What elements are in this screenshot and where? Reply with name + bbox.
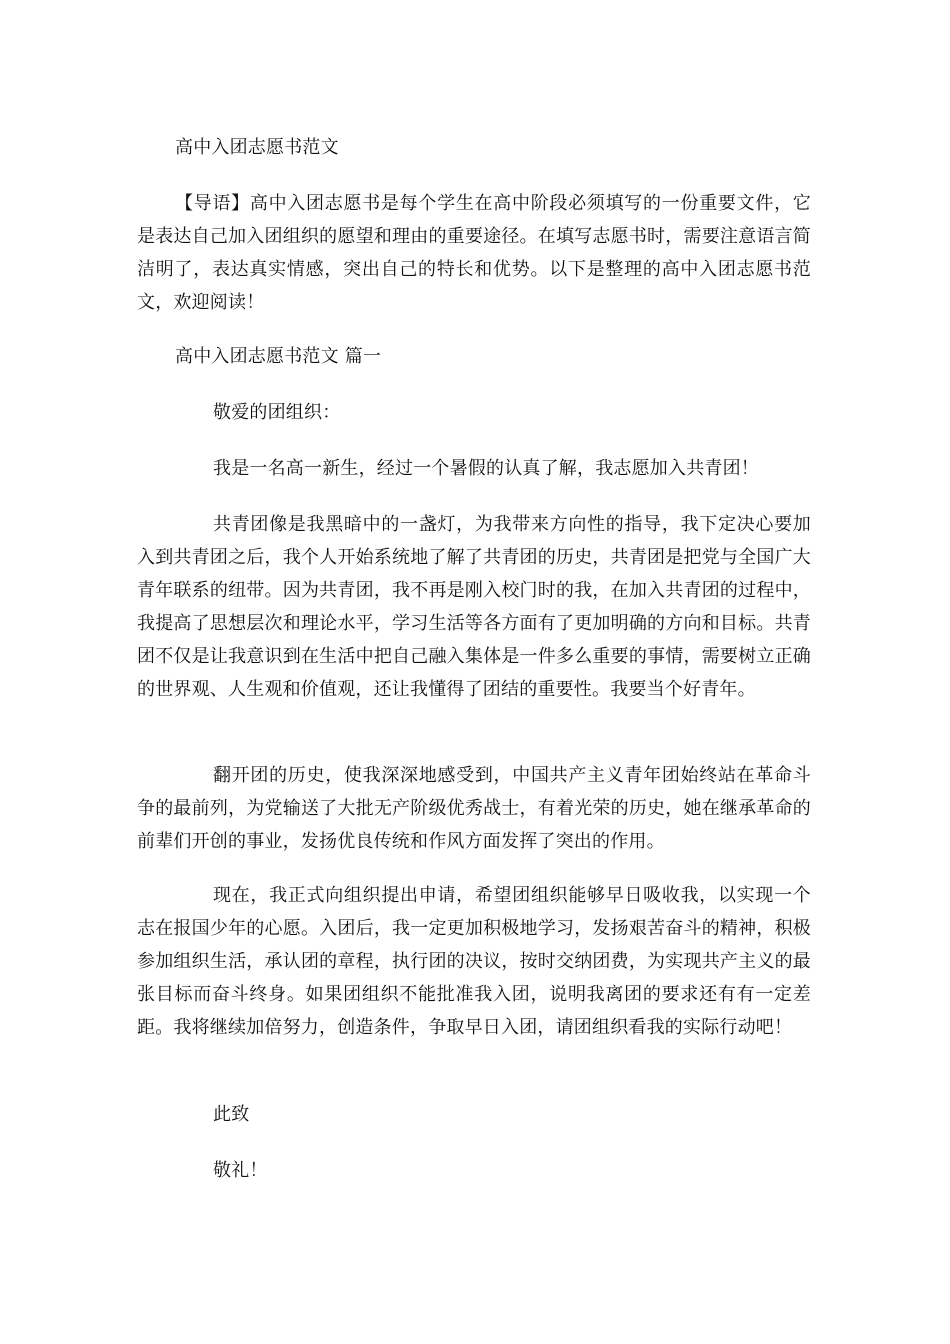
salutation: 敬爱的团组织： xyxy=(213,402,341,423)
section-title: 高中入团志愿书范文 篇一 xyxy=(175,346,382,367)
intro-paragraph: 【导语】高中入团志愿书是每个学生在高中阶段必须填写的一份重要文件，它是表达自己加入团组织的愿望和理由的重要途径。在填写志愿书时，需要注意语言简洁明了，表达真实情感，突出自己的特长和优势。以下是整理的高中入团志愿书范文，欢迎阅读！ xyxy=(137,193,811,313)
closing-line-2: 敬礼！ xyxy=(213,1160,268,1181)
closing-line-1: 此致 xyxy=(213,1104,250,1125)
body-paragraph-2: 共青团像是我黑暗中的一盏灯，为我带来方向性的指导，我下定决心要加入到共青团之后，我个人开始系统地了解了共青团的历史，共青团是把党与全国广大青年联系的纽带。因为共青团，我不再是刚入校门时的我，在加入共青团的过程中，我提高了思想层次和理论水平，学习生活等各方面有了更加明确的方向和目标。共青团不仅是让我意识到在生活中把自己融入集体是一件多么重要的事情，需要树立正确的世界观、人生观和价值观，还让我懂得了团结的重要性。我要当个好青年。 xyxy=(137,514,811,700)
document-title: 高中入团志愿书范文 xyxy=(175,137,339,158)
body-paragraph-1: 我是一名高一新生，经过一个暑假的认真了解，我志愿加入共青团！ xyxy=(213,458,759,479)
body-paragraph-3: 翻开团的历史，使我深深地感受到，中国共产主义青年团始终站在革命斗争的最前列，为党输送了大批无产阶级优秀战士，有着光荣的历史，她在继承革命的前辈们开创的事业，发扬优良传统和作风方面发挥了突出的作用。 xyxy=(137,765,811,852)
body-paragraph-4: 现在，我正式向组织提出申请，希望团组织能够早日吸收我，以实现一个志在报国少年的心愿。入团后，我一定更加积极地学习，发扬艰苦奋斗的精神，积极参加组织生活，承认团的章程，执行团的决议，按时交纳团费，为实现共产主义的最张目标而奋斗终身。如果团组织不能批准我入团，说明我离团的要求还有有一定差距。我将继续加倍努力，创造条件，争取早日入团，请团组织看我的实际行动吧！ xyxy=(137,885,811,1038)
